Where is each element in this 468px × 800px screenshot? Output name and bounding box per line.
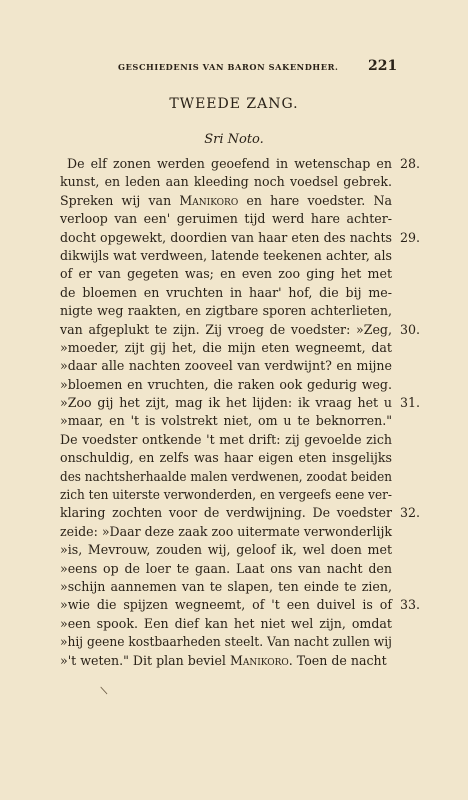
- line-text: kunst, en leden aan kleeding noch voedsel gebrek.: [60, 174, 392, 190]
- text-line: [60, 449, 400, 467]
- text-line: [60, 578, 400, 596]
- text-line: [60, 339, 400, 357]
- line-text: docht opgewekt, doordien van haar eten des nachts: [60, 229, 392, 245]
- page-number: 221: [368, 58, 398, 74]
- line-text: »moeder, zijt gij het, die mijn eten wegneemt, dat: [60, 339, 392, 355]
- text-line: [60, 192, 400, 210]
- small-caps-name: Manikoro: [179, 192, 239, 208]
- text-line: [60, 523, 400, 541]
- line-text: dikwijls wat verdween, latende teekenen achter, als: [60, 247, 392, 263]
- text-line: [60, 541, 400, 559]
- body-text: [60, 155, 421, 670]
- text-line: [60, 284, 400, 302]
- line-text: onschuldig, en zelfs was haar eigen eten insgelijks: [60, 450, 392, 466]
- line-text: »schijn aannemen van te slapen, ten einde te zien,: [60, 578, 392, 594]
- verse-number: 31.: [400, 395, 421, 411]
- verse-number: 33.: [400, 597, 421, 613]
- chapter-title: TWEEDE ZANG.: [169, 96, 299, 112]
- line-text: [60, 652, 387, 670]
- text-line: [60, 265, 400, 283]
- text-line: [60, 394, 421, 412]
- line-text: nigte weg raakten, en zigtbare sporen achterlieten,: [60, 303, 392, 319]
- verse-number: 28.: [400, 156, 421, 171]
- text-line: [60, 468, 400, 486]
- line-text: verloop van een' geruimen tijd werd hare achter-: [60, 211, 392, 227]
- line-text: »wie die spijzen wegneemt, of 't een duivel is of: [60, 597, 392, 613]
- text-line: [60, 155, 421, 173]
- text-line: [60, 173, 400, 191]
- line-text: »Zoo gij het zijt, mag ik het lijden: ik vraag het u: [60, 395, 392, 411]
- line-text-pre: Spreken wij van: [60, 192, 180, 208]
- line-text: zich ten uiterste verwonderden, en vergeefs eene ver-: [60, 487, 392, 503]
- verse-number: 32.: [400, 505, 421, 521]
- verse-number: 30.: [400, 321, 421, 337]
- section-subtitle: Sri Noto.: [204, 132, 264, 147]
- line-text: klaring zochten voor de verdwijning. De voedster: [60, 505, 392, 521]
- line-text: of er van gegeten was; en even zoo ging het met: [60, 266, 392, 282]
- line-text: De voedster ontkende 't met drift: zij gevoelde zich: [60, 431, 392, 447]
- text-line: [60, 504, 421, 522]
- line-text: zeide: »Daar deze zaak zoo uitermate verwonderlijk: [60, 523, 392, 539]
- text-line: [60, 210, 400, 228]
- line-text: [60, 192, 392, 210]
- text-line: [60, 596, 421, 614]
- line-text: »maar, en 't is volstrekt niet, om u te beknorren.": [60, 413, 392, 429]
- stray-pen-mark: /: [97, 685, 111, 696]
- small-caps-name: Manikoro: [229, 652, 289, 668]
- line-text: »een spook. Een dief kan het niet wel zijn, omdat: [60, 615, 392, 631]
- text-line: [60, 247, 400, 265]
- line-text: De elf zonen werden geoefend in wetenschap en: [67, 156, 392, 171]
- line-text: »daar alle nachten zooveel van verdwijnt? en mijne: [60, 358, 392, 374]
- text-line: [60, 229, 421, 247]
- text-line: [60, 412, 400, 430]
- text-line: [60, 357, 400, 375]
- line-text: »bloemen en vruchten, die raken ook gedurig weg.: [60, 376, 392, 392]
- text-line: [60, 652, 400, 670]
- line-text: de bloemen en vruchten in haar' hof, die bij me-: [60, 284, 392, 300]
- verse-number: 29.: [400, 229, 421, 245]
- line-text-post: en hare voedster. Na: [238, 192, 392, 208]
- line-text: van afgeplukt te zijn. Zij vroeg de voedster: »Zeg,: [60, 321, 392, 337]
- line-text-post: . Toen de nacht: [288, 652, 387, 668]
- text-line: [60, 560, 400, 578]
- line-text: des nachtsherhaalde malen verdwenen, zoodat beiden: [60, 468, 392, 484]
- text-line: [60, 615, 400, 633]
- line-text: »is, Mevrouw, zouden wij, geloof ik, wel doen met: [60, 542, 392, 558]
- text-line: [60, 321, 421, 339]
- line-text: »hij geene kostbaarheden steelt. Van nacht zullen wij: [60, 634, 392, 650]
- text-line: [60, 486, 400, 504]
- running-head: GESCHIEDENIS VAN BARON SAKENDHER.: [118, 62, 339, 72]
- text-line: [60, 431, 400, 449]
- text-line: [60, 302, 400, 320]
- text-line: [60, 633, 400, 651]
- line-text: »eens op de loer te gaan. Laat ons van nacht den: [60, 560, 392, 576]
- text-line: [60, 376, 400, 394]
- line-text-pre: »'t weten." Dit plan beviel: [60, 652, 230, 668]
